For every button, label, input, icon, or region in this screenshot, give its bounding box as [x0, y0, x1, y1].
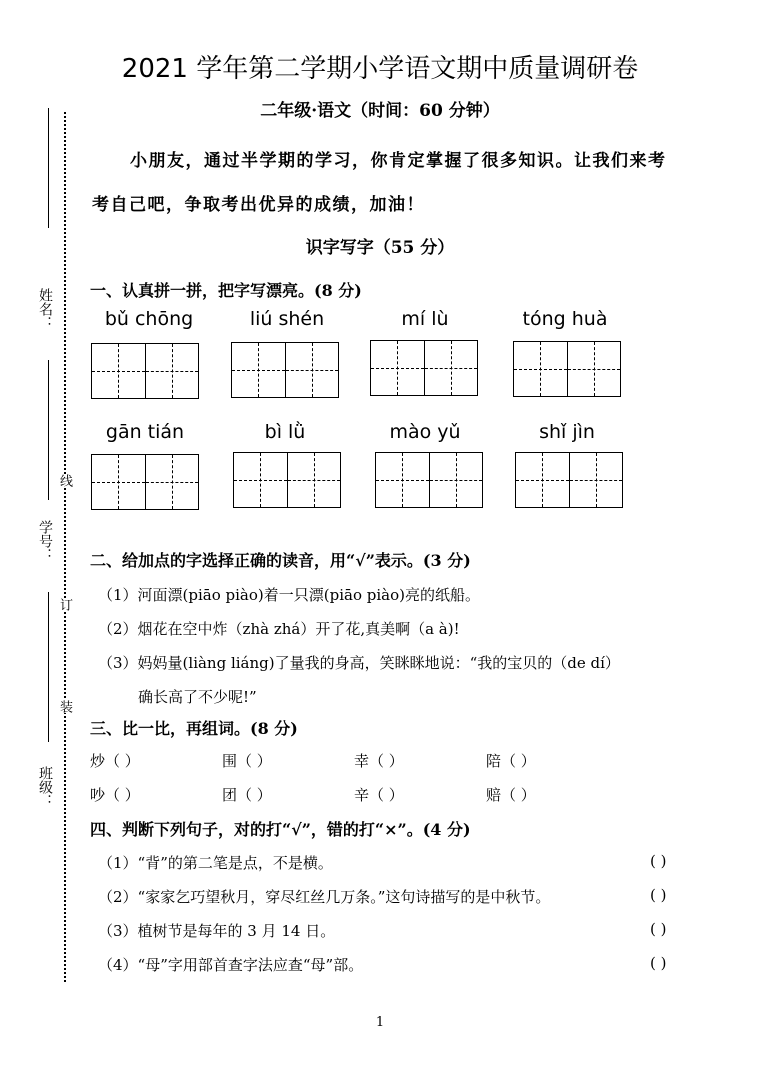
q1-pinyin-2: liú shén	[249, 308, 325, 330]
q3-item-1[interactable]: 炒（ ）	[90, 752, 140, 770]
name-write-line	[48, 108, 49, 228]
q1-writing-grid-8[interactable]	[515, 452, 623, 508]
student-id-label: 学号：	[37, 520, 53, 562]
q1-writing-grid-1[interactable]	[91, 343, 199, 399]
q4-item-4: （4）“母”字用部首查字法应查“母”部。	[98, 956, 364, 974]
q4-item-2: （2）“家家乞巧望秋月，穿尽红丝几万条。”这句诗描写的是中秋节。	[98, 888, 551, 906]
q3-item-8[interactable]: 赔（ ）	[486, 786, 536, 804]
binding-mark-zhuang: 装	[57, 700, 72, 713]
q1-pinyin-5: gān tián	[105, 421, 185, 443]
q3-item-4[interactable]: 陪（ ）	[486, 752, 536, 770]
q3-item-3[interactable]: 幸（ ）	[354, 752, 404, 770]
q1-pinyin-6: bì lǜ	[264, 421, 306, 443]
q4-answer-box-3[interactable]: ( )	[650, 920, 667, 938]
page-number: 1	[375, 1015, 385, 1030]
q4-item-1: （1）“背”的第二笔是点，不是横。	[98, 854, 333, 872]
q2-title: 二、给加点的字选择正确的读音，用“√”表示。(3 分)	[90, 551, 471, 570]
section-title: 识字写字（55 分）	[305, 238, 455, 258]
q4-title: 四、判断下列句子，对的打“√”，错的打“×”。(4 分)	[90, 820, 471, 839]
q2-line-3: （3）妈妈量(liàng liáng)了量我的身高，笑眯眯地说：“我的宝贝的（de dí）	[98, 654, 620, 672]
q3-item-7[interactable]: 辛（ ）	[354, 786, 404, 804]
q1-pinyin-4: tóng huà	[522, 308, 608, 330]
q1-writing-grid-5[interactable]	[91, 454, 199, 510]
q1-writing-grid-4[interactable]	[513, 341, 621, 397]
q3-item-6[interactable]: 团（ ）	[222, 786, 272, 804]
intro-line-1: 小朋友，通过半学期的学习，你肯定掌握了很多知识。让我们来考	[130, 151, 667, 171]
q1-writing-grid-3[interactable]	[370, 340, 478, 396]
q1-pinyin-8: shǐ jìn	[539, 421, 595, 443]
q1-pinyin-1: bǔ chōng	[104, 308, 194, 330]
q3-title: 三、比一比，再组词。(8 分)	[90, 719, 298, 738]
q2-line-2: （2）烟花在空中炸（zhà zhá）开了花,真美啊（a à)!	[98, 620, 460, 638]
q4-answer-box-4[interactable]: ( )	[650, 954, 667, 972]
intro-line-2: 考自己吧，争取考出优异的成绩，加油！	[92, 195, 425, 215]
class-label: 班级：	[37, 766, 53, 808]
class-write-line	[48, 592, 49, 742]
q4-answer-box-1[interactable]: ( )	[650, 852, 667, 870]
q1-writing-grid-7[interactable]	[375, 452, 483, 508]
name-label: 姓名：	[37, 288, 53, 330]
q3-item-2[interactable]: 围（ ）	[222, 752, 272, 770]
q2-line-4: 确长高了不少呢!”	[138, 688, 257, 706]
q1-writing-grid-6[interactable]	[233, 452, 341, 508]
exam-title: 2021 学年第二学期小学语文期中质量调研卷	[121, 54, 639, 84]
q2-line-1: （1）河面漂(piāo piào)着一只漂(piāo piào)亮的纸船。	[98, 586, 480, 604]
q3-item-5[interactable]: 吵（ ）	[90, 786, 140, 804]
q1-writing-grid-2[interactable]	[231, 342, 339, 398]
q1-pinyin-7: mào yǔ	[389, 421, 461, 443]
exam-subtitle: 二年级·语文（时间：60 分钟）	[260, 101, 500, 121]
q4-answer-box-2[interactable]: ( )	[650, 886, 667, 904]
q1-title: 一、认真拼一拼，把字写漂亮。(8 分)	[90, 281, 362, 300]
q4-item-3: （3）植树节是每年的 3 月 14 日。	[98, 922, 336, 940]
binding-mark-line: 线	[57, 474, 72, 487]
binding-mark-ding: 订	[57, 598, 72, 611]
id-write-line	[48, 360, 49, 500]
q1-pinyin-3: mí lù	[401, 308, 449, 330]
